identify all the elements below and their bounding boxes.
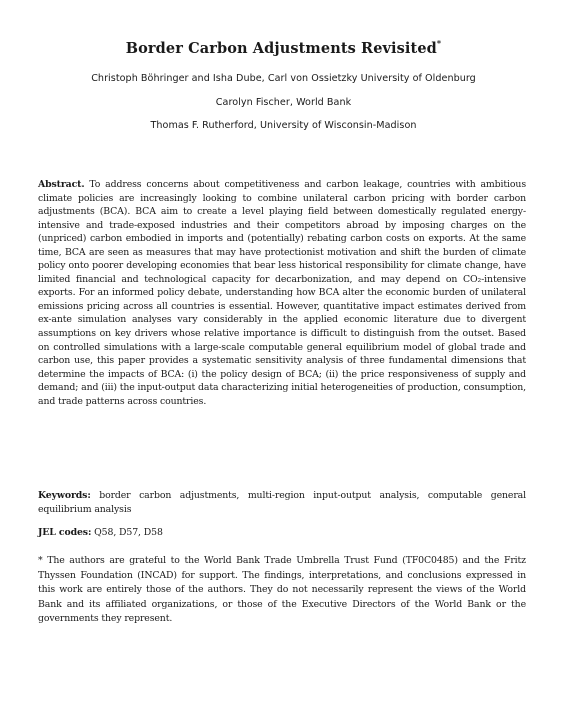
jel-label: JEL codes:: [38, 527, 92, 538]
title-footnote-mark: *: [436, 38, 442, 48]
keywords-label: Keywords:: [38, 490, 91, 501]
author-line-2: Carolyn Fischer, World Bank: [215, 97, 352, 108]
author-line-1: Christoph Böhringer and Isha Dube, Carl von Ossietzky University of Oldenburg: [91, 73, 476, 84]
acknowledgement-footnote: * The authors are grateful to the World Bank Trade Umbrella Trust Fund (TF0C0485) and the Fritz Thyssen Foundation (INCAD) for support. The findings, interpretations, and conclusions expressed in this work are entirely those of the authors. They do not necessarily represent the views of the World Bank and its affiliated organizations, or those of the Executive Directors of the World Bank or the governments they represent.: [38, 555, 526, 625]
abstract-label: Abstract.: [38, 179, 85, 190]
author-line-3: Thomas F. Rutherford, University of Wisconsin-Madison: [150, 120, 417, 131]
jel-text: Q58, D57, D58: [94, 527, 163, 538]
abstract-text: To address concerns about competitiveness and carbon leakage, countries with ambitious climate policies are increasingly looking to combine unilateral carbon pricing with border carbon adjustments (BCA). BCA aim to create a level playing field between domestically regulated energy-intensive and trade-exposed industries and their competitors abroad by imposing charges on the (unpriced) carbon embodied in imports and (potentially) rebating carbon costs on exports. At the same time, BCA are seen as measures that may have protectionist motivation and shift the burden of climate policy onto poorer developing economies that bear less historical responsibility for climate change, have limited financial and technological capacity for decarbonization, and may depend on CO₂-intensive exports. For an informed policy debate, understanding how BCA alter the economic burden of unilateral emissions pricing across all countries is essential. However, quantitative impact estimates derived from ex-ante simulation analyses vary considerably in the applied economic literature due to divergent assumptions on key drivers whose relative importance is difficult to distinguish from the outset. Based on controlled simulations with a large-scale computable general equilibrium model of global trade and carbon use, this paper provides a systematic sensitivity analysis of three fundamental dimensions that determine the impacts of BCA: (i) the policy design of BCA; (ii) the price responsiveness of supply and demand; and (iii) the input-output data characterizing initial heterogeneities of production, consumption, and trade patterns across countries.: [38, 179, 526, 407]
paper-title-text: Border Carbon Adjustments Revisited: [125, 40, 437, 57]
jel-codes: [38, 526, 526, 540]
keywords: [38, 489, 526, 516]
abstract: [38, 178, 526, 408]
keywords-text: border carbon adjustments, multi-region input-output analysis, computable general equilibrium analysis: [38, 490, 526, 515]
paper-title: [0, 40, 567, 57]
